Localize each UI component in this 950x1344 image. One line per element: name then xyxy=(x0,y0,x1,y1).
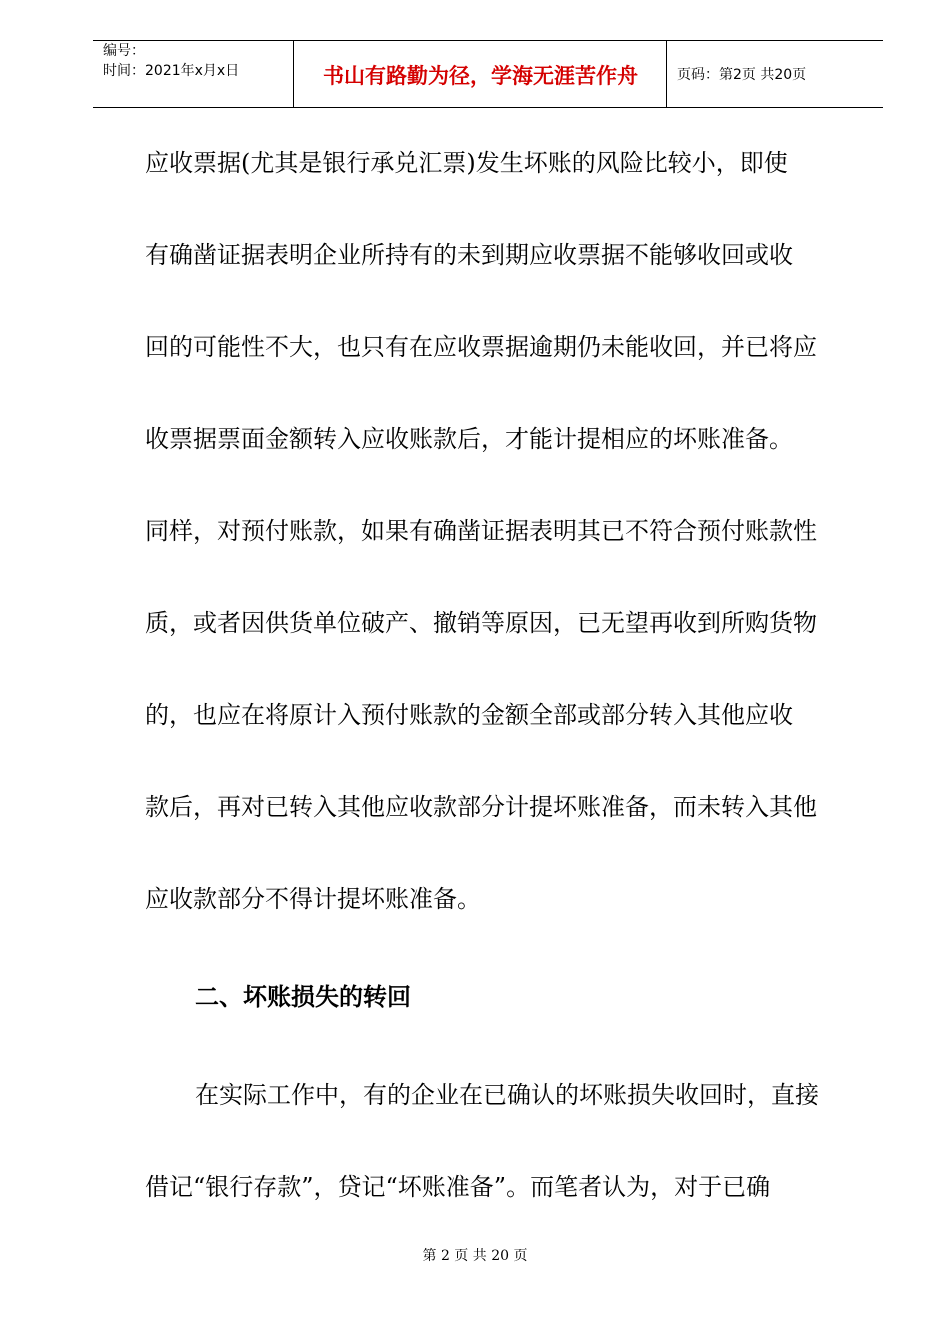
page-footer: 第 2 页 共 20 页 xyxy=(422,1248,528,1264)
body-line-6: 质，或者因供货单位破产、撤销等原因，已无望再收到所购货物 xyxy=(145,609,817,637)
header-page-info: 页码：第2页 共20页 xyxy=(677,67,807,83)
date-text: 时间：2021年x月x日 xyxy=(103,63,240,79)
section-title: 二、坏账损失的转回 xyxy=(195,983,411,1011)
header-meta-cell xyxy=(93,41,294,107)
body-line-4: 收票据票面金额转入应收账款后，才能计提相应的坏账准备。 xyxy=(145,425,793,453)
body-line-8: 款后，再对已转入其他应收款部分计提坏账准备，而未转入其他 xyxy=(145,793,817,821)
body-line-2: 有确凿证据表明企业所持有的未到期应收票据不能够收回或收 xyxy=(145,241,793,269)
header-page-cell xyxy=(667,41,883,107)
header-motto-cell xyxy=(294,41,667,107)
serial-label: 编号： xyxy=(103,43,145,59)
body-line-1: 应收票据(尤其是银行承兑汇票)发生坏账的风险比较小，即使 xyxy=(145,149,788,177)
header-motto: 书山有路勤为径，学海无涯苦作舟 xyxy=(323,64,638,88)
body-line-10: 在实际工作中，有的企业在已确认的坏账损失收回时，直接 xyxy=(195,1081,819,1109)
body-line-9: 应收款部分不得计提坏账准备。 xyxy=(145,885,481,913)
page-header xyxy=(93,40,883,108)
body-line-3: 回的可能性不大，也只有在应收票据逾期仍未能收回，并已将应 xyxy=(145,333,817,361)
body-line-11: 借记“银行存款”，贷记“坏账准备”。而笔者认为，对于已确 xyxy=(145,1173,771,1201)
body-line-7: 的，也应在将原计入预付账款的金额全部或部分转入其他应收 xyxy=(145,701,793,729)
body-line-5: 同样，对预付账款，如果有确凿证据表明其已不符合预付账款性 xyxy=(145,517,817,545)
